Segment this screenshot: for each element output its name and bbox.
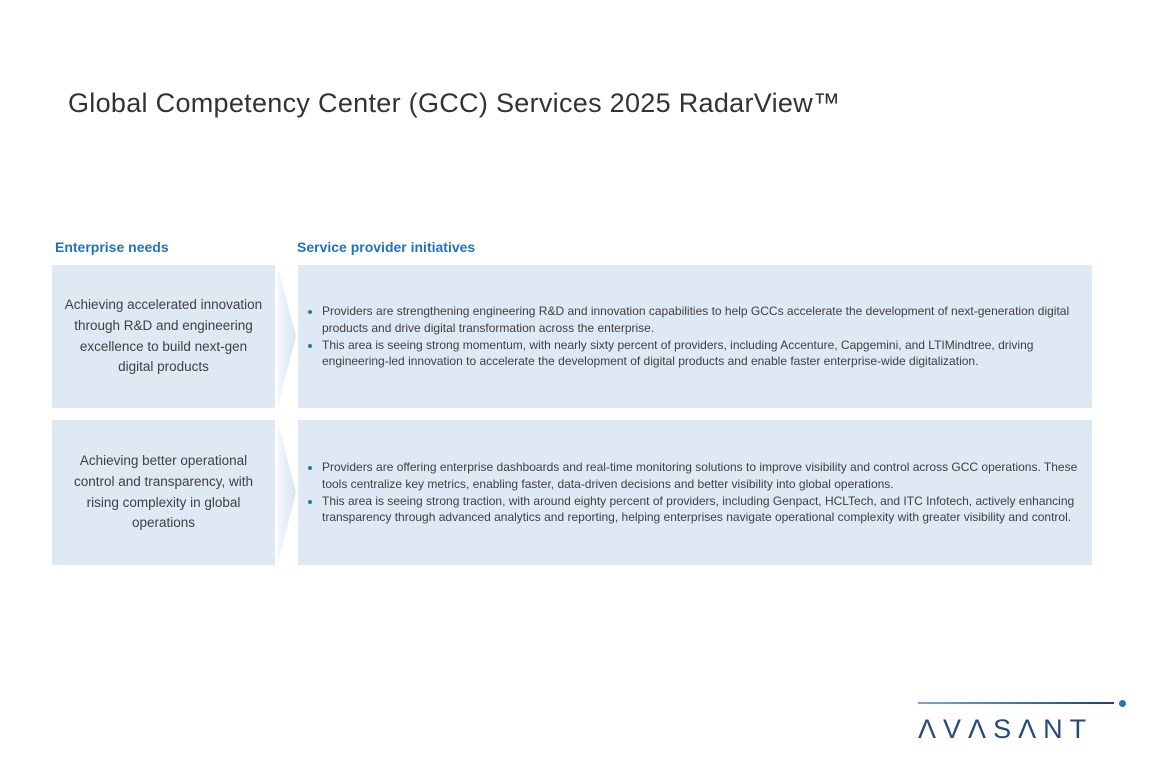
logo-line	[918, 702, 1114, 704]
bullet-dot-icon	[308, 310, 312, 314]
logo-dot-icon	[1119, 700, 1126, 707]
service-provider-initiatives-header: Service provider initiatives	[297, 239, 476, 255]
avasant-logo	[918, 700, 1126, 745]
bullet-text: This area is seeing strong traction, with around eighty percent of providers, including Genpact, HCLTech, and ITC Infotech, actively enhancing transparency through advanced analytics and reporting, helping enterprises navigate operational complexity with greater visibility and control.	[322, 493, 1075, 525]
bullet-text: Providers are offering enterprise dashboards and real-time monitoring solutions to improve visibility and control across GCC operations. These tools centralize key metrics, enabling faster, data-driven decisions and better visibility into global operations.	[322, 459, 1078, 491]
bullet-list-1	[298, 303, 1078, 370]
bullet-dot-icon	[308, 500, 312, 504]
chevron-right-icon	[277, 420, 297, 565]
avasant-logo-text: ΛVΛSΛNT	[918, 714, 1094, 744]
enterprise-need-text-1: Achieving accelerated innovation through R&D and engineering excellence to build next-gen digital products	[64, 296, 263, 375]
bullet-dot-icon	[308, 344, 312, 348]
list-item	[298, 337, 1078, 371]
list-item	[298, 493, 1078, 527]
chevron-right-icon	[277, 265, 297, 408]
enterprise-need-box-2	[52, 420, 275, 565]
bullet-text: Providers are strengthening engineering R&D and innovation capabilities to help GCCs accelerate the development of next-generation digital products and drive digital transformation across the enterprise.	[322, 303, 1070, 335]
enterprise-needs-header: Enterprise needs	[55, 239, 169, 255]
list-item	[298, 459, 1078, 493]
bullet-text: This area is seeing strong momentum, with nearly sixty percent of providers, including Accenture, Capgemini, and LTIMindtree, driving engineering-led innovation to accelerate the development of digital products and enable faster enterprise-wide digitalization.	[322, 337, 1034, 369]
bullet-list-2	[298, 459, 1078, 526]
bullet-dot-icon	[308, 466, 312, 470]
enterprise-need-box-1	[52, 265, 275, 408]
enterprise-need-text-2: Achieving better operational control and transparency, with rising complexity in global operations	[73, 452, 254, 531]
list-item	[298, 303, 1078, 337]
initiatives-box-2	[298, 420, 1092, 565]
logo-rule	[918, 700, 1126, 707]
page-title: Global Competency Center (GCC) Services 2025 RadarView™	[68, 88, 841, 118]
initiatives-box-1	[298, 265, 1092, 408]
